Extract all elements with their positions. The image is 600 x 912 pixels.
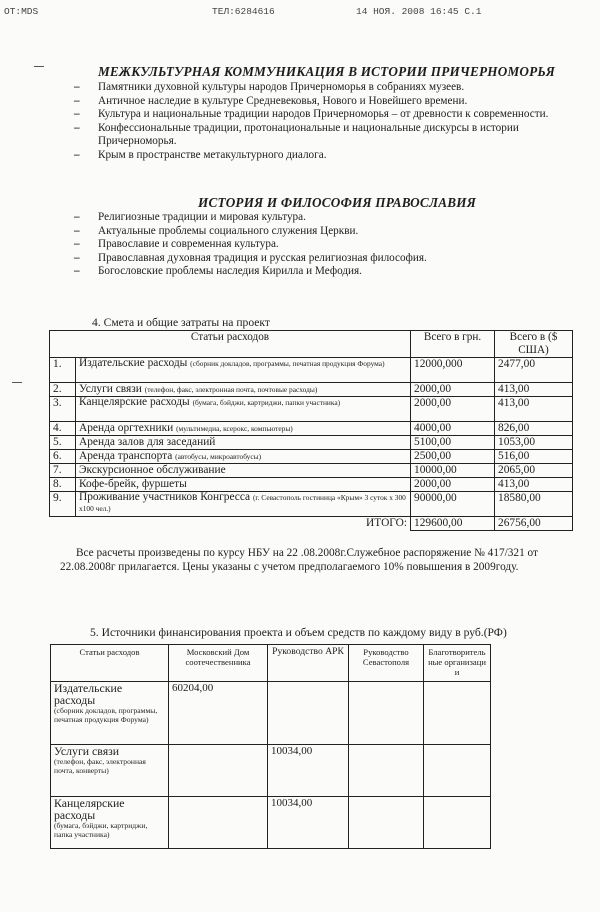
row-uah: 4000,00 bbox=[411, 422, 495, 436]
section-title-orthodoxy: ИСТОРИЯ И ФИЛОСОФИЯ ПРАВОСЛАВИЯ bbox=[198, 195, 477, 210]
table-row bbox=[50, 358, 573, 383]
cell-moscow bbox=[169, 797, 268, 849]
item-note: (сборник докладов, программы, печатная продукция Форума) bbox=[54, 706, 158, 724]
item-name: Аренда залов для заседаний bbox=[79, 436, 216, 448]
table-row bbox=[50, 492, 573, 517]
item-name: Издательские расходы bbox=[79, 357, 188, 369]
item-name: Услуги связи bbox=[79, 383, 142, 395]
list-item: – Конфессиональные традиции, протонациональные и национальные дискурсы в истории Причерноморья. bbox=[70, 122, 566, 149]
row-item bbox=[76, 383, 411, 397]
table-row bbox=[50, 422, 573, 436]
cell-moscow bbox=[169, 745, 268, 797]
fax-timestamp: 14 НОЯ. 2008 16:45 С.1 bbox=[356, 6, 482, 17]
col-header-moscow: Московский Дом соотечественника bbox=[169, 645, 268, 682]
item-name: Проживание участников Конгресса bbox=[79, 491, 251, 503]
row-item bbox=[76, 436, 411, 450]
row-uah: 90000,00 bbox=[411, 492, 495, 517]
row-uah: 2000,00 bbox=[411, 397, 495, 422]
list-item: – Культура и национальные традиции народов Причерноморья – от древности к современности. bbox=[70, 108, 566, 122]
row-item bbox=[51, 745, 169, 797]
row-item bbox=[51, 682, 169, 745]
budget-table bbox=[49, 330, 573, 531]
table-row bbox=[50, 397, 573, 422]
item-name: Кофе-брейк, фуршеты bbox=[79, 478, 187, 490]
cell-sevastopol bbox=[349, 682, 424, 745]
cell-charity bbox=[424, 682, 491, 745]
item-note: (телефон, факс, электронная почта, конверты) bbox=[54, 757, 146, 775]
section-title-intercultural: МЕЖКУЛЬТУРНАЯ КОММУНИКАЦИЯ В ИСТОРИИ ПРИЧЕРНОМОРЬЯ bbox=[98, 64, 556, 79]
item-note: (сборник докладов, программы, печатная продукция Форума) bbox=[190, 359, 385, 368]
table-row bbox=[51, 682, 491, 745]
section1-list bbox=[70, 81, 566, 163]
total-usd: 26756,00 bbox=[495, 517, 573, 531]
item-note: (бумага, бэйджи, картриджи, папки участника) bbox=[192, 398, 341, 407]
table-row bbox=[50, 436, 573, 450]
item-note: (бумага, бэйджи, картриджи, папка участника) bbox=[54, 821, 148, 839]
table-header-row bbox=[50, 331, 573, 358]
funding-table bbox=[50, 644, 491, 849]
item-name: Канцелярские расходы bbox=[54, 796, 125, 822]
table-header-row bbox=[51, 645, 491, 682]
total-uah: 129600,00 bbox=[411, 517, 495, 531]
item-note: (мультимедиа, ксерокс, компьютеры) bbox=[176, 424, 293, 433]
col-header-items: Статьи расходов bbox=[50, 331, 411, 358]
col-header-uah: Всего в грн. bbox=[411, 331, 495, 358]
row-uah: 2000,00 bbox=[411, 383, 495, 397]
budget-note: Все расчеты произведены по курсу НБУ на 22 .08.2008г.Служебное распоряжение № 417/321 от 22.08.2008г прилагается. Цены указаны с учетом предполагаемого 10% повышения в 2009году. bbox=[60, 547, 538, 573]
row-usd: 18580,00 bbox=[495, 492, 573, 517]
cell-moscow: 60204,00 bbox=[169, 682, 268, 745]
item-note: (автобусы, микроавтобусы) bbox=[175, 452, 262, 461]
list-item: – Античное наследие в культуре Средневековья, Нового и Новейшего времени. bbox=[70, 95, 566, 109]
row-usd: 2065,00 bbox=[495, 464, 573, 478]
table-row bbox=[50, 478, 573, 492]
row-item bbox=[76, 450, 411, 464]
list-item: – Крым в пространстве метакультурного диалога. bbox=[70, 149, 566, 163]
row-number: 2. bbox=[50, 383, 76, 397]
row-usd: 413,00 bbox=[495, 397, 573, 422]
table-row bbox=[50, 450, 573, 464]
row-usd: 516,00 bbox=[495, 450, 573, 464]
row-item bbox=[76, 358, 411, 383]
cell-ark: 10034,00 bbox=[268, 745, 349, 797]
row-usd: 413,00 bbox=[495, 383, 573, 397]
row-number: 1. bbox=[50, 358, 76, 383]
row-uah: 5100,00 bbox=[411, 436, 495, 450]
cell-ark: 10034,00 bbox=[268, 797, 349, 849]
row-number: 4. bbox=[50, 422, 76, 436]
item-note: (телефон, факс, электронная почта, почтовые расходы) bbox=[144, 385, 318, 394]
row-uah: 2000,00 bbox=[411, 478, 495, 492]
row-number: 5. bbox=[50, 436, 76, 450]
col-header-ark: Руководство АРК bbox=[268, 645, 349, 682]
cell-ark bbox=[268, 682, 349, 745]
col-header-items: Статьи расходов bbox=[51, 645, 169, 682]
cell-sevastopol bbox=[349, 797, 424, 849]
list-item: – Памятники духовной культуры народов Причерноморья в собраниях музеев. bbox=[70, 81, 566, 95]
total-label: ИТОГО: bbox=[50, 517, 411, 531]
row-item bbox=[76, 492, 411, 517]
table-row bbox=[50, 464, 573, 478]
item-name: Канцелярские расходы bbox=[79, 396, 190, 408]
list-item: – Православная духовная традиция и русская религиозная философия. bbox=[70, 252, 566, 266]
row-item bbox=[76, 422, 411, 436]
row-number: 6. bbox=[50, 450, 76, 464]
list-item: – Богословские проблемы наследия Кирилла и Мефодия. bbox=[70, 265, 566, 279]
row-usd: 826,00 bbox=[495, 422, 573, 436]
list-item: – Православие и современная культура. bbox=[70, 238, 566, 252]
table-row bbox=[51, 745, 491, 797]
margin-mark bbox=[12, 382, 22, 383]
item-name: Экскурсионное обслуживание bbox=[79, 464, 226, 476]
table-row bbox=[50, 383, 573, 397]
list-item: – Религиозные традиции и мировая культура. bbox=[70, 211, 566, 225]
section2-list bbox=[70, 211, 566, 279]
row-item bbox=[76, 397, 411, 422]
row-uah: 2500,00 bbox=[411, 450, 495, 464]
row-number: 3. bbox=[50, 397, 76, 422]
row-item bbox=[76, 478, 411, 492]
row-item bbox=[76, 464, 411, 478]
item-name: Услуги связи bbox=[54, 744, 120, 758]
row-usd: 2477,00 bbox=[495, 358, 573, 383]
row-number: 9. bbox=[50, 492, 76, 517]
table-row bbox=[51, 797, 491, 849]
row-uah: 12000,000 bbox=[411, 358, 495, 383]
row-uah: 10000,00 bbox=[411, 464, 495, 478]
funding-heading: 5. Источники финансирования проекта и объем средств по каждому виду в руб.(РФ) bbox=[90, 626, 507, 639]
fax-phone: ТЕЛ:6284616 bbox=[212, 6, 275, 17]
col-header-usd: Всего в ($ США) bbox=[495, 331, 573, 358]
total-row bbox=[50, 517, 573, 531]
row-usd: 413,00 bbox=[495, 478, 573, 492]
item-name: Аренда транспорта bbox=[79, 450, 173, 462]
row-item bbox=[51, 797, 169, 849]
row-usd: 1053,00 bbox=[495, 436, 573, 450]
row-number: 7. bbox=[50, 464, 76, 478]
list-item: – Актуальные проблемы социального служения Церкви. bbox=[70, 225, 566, 239]
margin-mark bbox=[34, 66, 44, 67]
fax-sender: OT:MDS bbox=[4, 6, 39, 17]
item-note: (г. Севастополь гостиница «Крым» 3 суток х 300 х100 чел.) bbox=[79, 493, 406, 513]
cell-charity bbox=[424, 797, 491, 849]
cell-sevastopol bbox=[349, 745, 424, 797]
item-name: Издательские расходы bbox=[54, 681, 123, 707]
col-header-sevastopol: Руководство Севастополя bbox=[349, 645, 424, 682]
row-number: 8. bbox=[50, 478, 76, 492]
item-name: Аренда оргтехники bbox=[79, 422, 174, 434]
budget-heading: 4. Смета и общие затраты на проект bbox=[92, 316, 270, 329]
col-header-charity: Благотворительные организации bbox=[424, 645, 491, 682]
cell-charity bbox=[424, 745, 491, 797]
